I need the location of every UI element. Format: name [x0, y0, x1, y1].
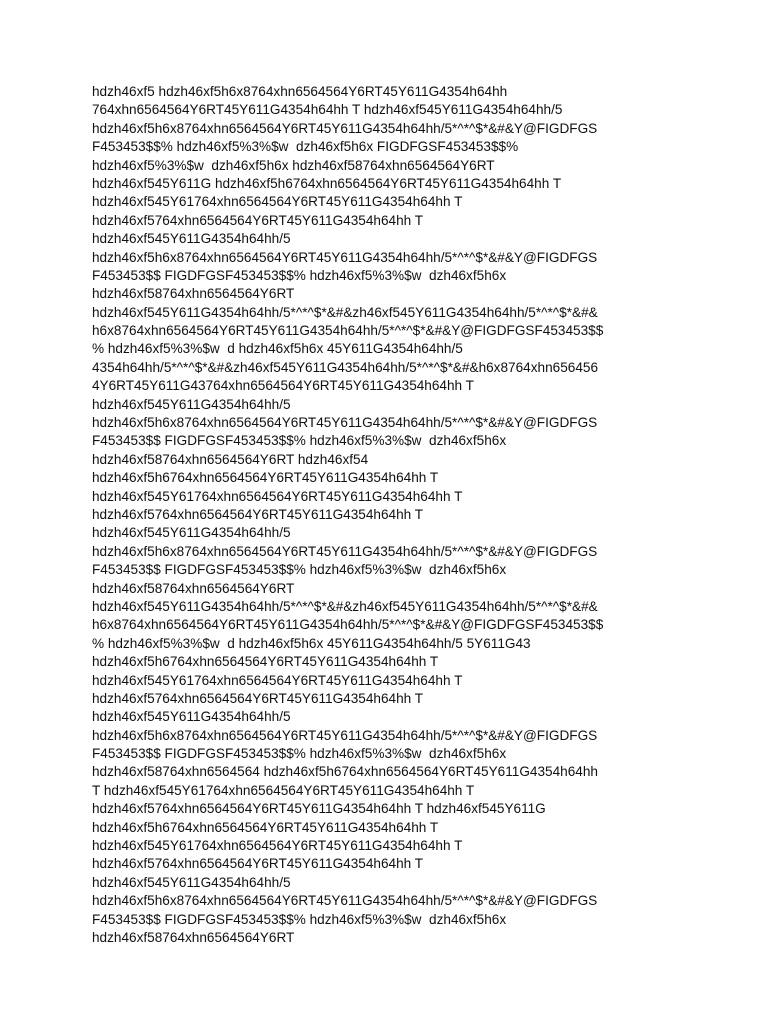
text-line: F453453$$ FIGDFGSF453453$$% hdzh46xf5%3%$w dzh46xf5h6x — [92, 746, 507, 762]
text-line: T hdzh46xf545Y61764xhn6564564Y6RT45Y611G4354h64hh T — [92, 782, 475, 798]
text-line: 4Y6RT45Y611G43764xhn6564564Y6RT45Y611G4354h64hh T — [92, 378, 474, 394]
text-line: hdzh46xf5h6x8764xhn6564564Y6RT45Y611G4354h64hh/5*^*^$*&#&Y@FIGDFGS — [92, 543, 598, 559]
text-line: hdzh46xf5h6x8764xhn6564564Y6RT45Y611G4354h64hh/5*^*^$*&#&Y@FIGDFGS — [92, 727, 598, 743]
text-line: hdzh46xf5764xhn6564564Y6RT45Y611G4354h64hh T hdzh46xf545Y611G — [92, 801, 546, 817]
text-line: hdzh46xf58764xhn6564564Y6RT — [92, 929, 295, 945]
text-line: hdzh46xf5764xhn6564564Y6RT45Y611G4354h64hh T — [92, 856, 424, 872]
text-line: hdzh46xf5764xhn6564564Y6RT45Y611G4354h64hh T — [92, 690, 424, 706]
document-body-text — [92, 83, 712, 947]
text-line: F453453$$ FIGDFGSF453453$$% hdzh46xf5%3%$w dzh46xf5h6x — [92, 267, 507, 283]
text-line: F453453$$ FIGDFGSF453453$$% hdzh46xf5%3%$w dzh46xf5h6x — [92, 562, 507, 578]
text-line: 4354h64hh/5*^*^$*&#&zh46xf545Y611G4354h64hh/5*^*^$*&#&h6x8764xhn656456 — [92, 359, 599, 375]
text-line: hdzh46xf58764xhn6564564Y6RT — [92, 286, 295, 302]
text-line: h6x8764xhn6564564Y6RT45Y611G4354h64hh/5*^*^$*&#&Y@FIGDFGSF453453$$ — [92, 617, 604, 633]
text-line: hdzh46xf5%3%$w dzh46xf5h6x hdzh46xf58764xhn6564564Y6RT — [92, 157, 495, 173]
text-line: hdzh46xf545Y611G4354h64hh/5*^*^$*&#&zh46xf545Y611G4354h64hh/5*^*^$*&#& — [92, 598, 598, 614]
text-line: hdzh46xf5h6764xhn6564564Y6RT45Y611G4354h64hh T — [92, 470, 439, 486]
text-line: h6x8764xhn6564564Y6RT45Y611G4354h64hh/5*^*^$*&#&Y@FIGDFGSF453453$$ — [92, 323, 604, 339]
text-line: F453453$$ FIGDFGSF453453$$% hdzh46xf5%3%$w dzh46xf5h6x — [92, 911, 507, 927]
text-line: hdzh46xf58764xhn6564564 hdzh46xf5h6764xhn6564564Y6RT45Y611G4354h64hh — [92, 764, 598, 780]
text-line: hdzh46xf5h6764xhn6564564Y6RT45Y611G4354h64hh T — [92, 654, 439, 670]
text-line: hdzh46xf545Y611G4354h64hh/5 — [92, 709, 291, 725]
text-line: hdzh46xf5h6x8764xhn6564564Y6RT45Y611G4354h64hh/5*^*^$*&#&Y@FIGDFGS — [92, 415, 598, 431]
text-line: hdzh46xf5h6764xhn6564564Y6RT45Y611G4354h64hh T — [92, 819, 439, 835]
text-line: % hdzh46xf5%3%$w d hdzh46xf5h6x 45Y611G4354h64hh/5 — [92, 341, 463, 357]
text-line: hdzh46xf545Y611G4354h64hh/5 — [92, 396, 291, 412]
text-line: hdzh46xf545Y61764xhn6564564Y6RT45Y611G4354h64hh T — [92, 672, 463, 688]
text-line: hdzh46xf5h6x8764xhn6564564Y6RT45Y611G4354h64hh/5*^*^$*&#&Y@FIGDFGS — [92, 120, 598, 136]
text-line: hdzh46xf545Y61764xhn6564564Y6RT45Y611G4354h64hh T — [92, 838, 463, 854]
text-line: hdzh46xf545Y61764xhn6564564Y6RT45Y611G4354h64hh T — [92, 488, 463, 504]
text-line: hdzh46xf5h6x8764xhn6564564Y6RT45Y611G4354h64hh/5*^*^$*&#&Y@FIGDFGS — [92, 893, 598, 909]
text-line: hdzh46xf58764xhn6564564Y6RT hdzh46xf54 — [92, 451, 369, 467]
text-line: hdzh46xf5 hdzh46xf5h6x8764xhn6564564Y6RT45Y611G4354h64hh — [92, 84, 508, 99]
text-line: hdzh46xf58764xhn6564564Y6RT — [92, 580, 295, 596]
text-line: hdzh46xf545Y611G4354h64hh/5 — [92, 874, 291, 890]
text-line: hdzh46xf545Y611G4354h64hh/5 — [92, 231, 291, 247]
text-line: hdzh46xf545Y611G hdzh46xf5h6764xhn6564564Y6RT45Y611G4354h64hh T — [92, 175, 562, 191]
text-line: % hdzh46xf5%3%$w d hdzh46xf5h6x 45Y611G4354h64hh/5 5Y611G43 — [92, 635, 531, 651]
text-line: hdzh46xf5764xhn6564564Y6RT45Y611G4354h64hh T — [92, 212, 424, 228]
text-line: hdzh46xf5h6x8764xhn6564564Y6RT45Y611G4354h64hh/5*^*^$*&#&Y@FIGDFGS — [92, 249, 598, 265]
text-line: hdzh46xf5764xhn6564564Y6RT45Y611G4354h64hh T — [92, 506, 424, 522]
text-line: F453453$$ FIGDFGSF453453$$% hdzh46xf5%3%$w dzh46xf5h6x — [92, 433, 507, 449]
text-line: hdzh46xf545Y611G4354h64hh/5*^*^$*&#&zh46xf545Y611G4354h64hh/5*^*^$*&#& — [92, 304, 598, 320]
text-line: hdzh46xf545Y611G4354h64hh/5 — [92, 525, 291, 541]
text-line: F453453$$% hdzh46xf5%3%$w dzh46xf5h6x FIGDFGSF453453$$% — [92, 139, 519, 155]
text-line: hdzh46xf545Y61764xhn6564564Y6RT45Y611G4354h64hh T — [92, 194, 463, 210]
text-line: 764xhn6564564Y6RT45Y611G4354h64hh T hdzh46xf545Y611G4354h64hh/5 — [92, 102, 563, 118]
